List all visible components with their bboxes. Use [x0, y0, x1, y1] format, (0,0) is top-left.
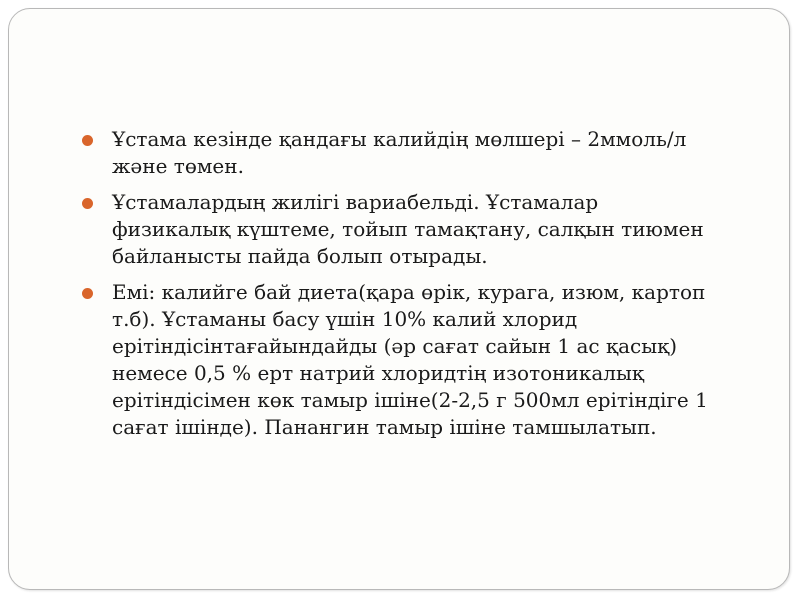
bullet-item-attack-frequency: [78, 189, 718, 270]
bullet-dot-icon: [82, 288, 93, 299]
bullet-text: Ұстама кезінде қандағы калийдің мөлшері – 2ммоль/л және төмен.: [112, 127, 687, 178]
bullet-list: [78, 126, 718, 441]
bullet-text: Ұстамалардың жилігі вариабельді. Ұстамалар физикалық күштеме, тойып тамақтану, салқын тиюмен байланысты пайда болып отырады.: [112, 190, 704, 268]
bullet-text: Емі: калийге бай диета(қара өрік, курага, изюм, картоп т.б). Ұстаманы басу үшін 10% калий хлорид ерітіндісінтағайындайды (әр сағат сайын 1 ас қасық) немесе 0,5 % ерт натрий хлоридтің изотоникалық ерітіндісімен көк тамыр ішіне(2-2,5 г 500мл ерітіндіге 1 сағат ішінде). Панангин тамыр ішіне тамшылатып.: [112, 280, 708, 439]
bullet-item-treatment: [78, 279, 718, 441]
bullet-dot-icon: [82, 135, 93, 146]
bullet-dot-icon: [82, 198, 93, 209]
slide-content: [78, 126, 718, 450]
bullet-item-potassium-level: [78, 126, 718, 180]
